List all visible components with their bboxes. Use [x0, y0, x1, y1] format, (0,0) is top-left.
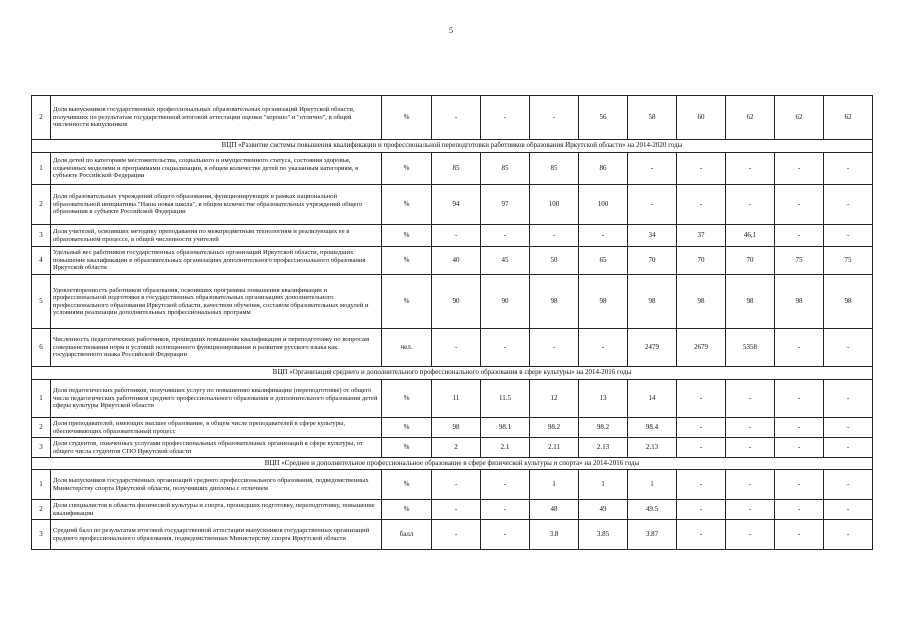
value-cell: -: [432, 470, 481, 500]
value-cell: -: [579, 329, 628, 367]
value-cell: 14: [628, 380, 677, 418]
value-cell: -: [775, 380, 824, 418]
value-cell: 86: [579, 153, 628, 185]
value-cell: 2479: [628, 329, 677, 367]
value-cell: 2.13: [579, 438, 628, 458]
value-cell: -: [824, 438, 873, 458]
value-cell: -: [481, 96, 530, 140]
value-cell: -: [677, 380, 726, 418]
value-cell: 98: [432, 418, 481, 438]
section-header-row: [32, 140, 873, 153]
value-cell: -: [775, 153, 824, 185]
table-row: [32, 153, 873, 185]
row-number-cell: 3: [32, 438, 51, 458]
value-cell: 62: [824, 96, 873, 140]
value-cell: 98.2: [530, 418, 579, 438]
value-cell: 3.87: [628, 520, 677, 550]
value-cell: 98: [726, 275, 775, 329]
section-header-row: [32, 458, 873, 470]
value-cell: -: [726, 153, 775, 185]
unit-cell: балл: [382, 520, 432, 550]
row-number-cell: 1: [32, 380, 51, 418]
value-cell: -: [677, 500, 726, 520]
value-cell: -: [628, 153, 677, 185]
value-cell: -: [775, 329, 824, 367]
value-cell: 34: [628, 225, 677, 247]
value-cell: -: [824, 153, 873, 185]
value-cell: -: [824, 470, 873, 500]
value-cell: -: [824, 520, 873, 550]
value-cell: 11.5: [481, 380, 530, 418]
value-cell: 3.85: [579, 520, 628, 550]
value-cell: -: [481, 225, 530, 247]
value-cell: 50: [530, 247, 579, 275]
value-cell: 2.13: [628, 438, 677, 458]
indicator-description-cell: Доля выпускников государственных организаций среднего профессионального образования, подведомственных Министерству спорта Иркутской области, получивших дипломы с отличием: [51, 470, 382, 500]
value-cell: -: [775, 520, 824, 550]
value-cell: 70: [726, 247, 775, 275]
value-cell: 46,1: [726, 225, 775, 247]
section-header-row: [32, 367, 873, 380]
row-number-cell: 2: [32, 185, 51, 225]
value-cell: -: [677, 418, 726, 438]
value-cell: -: [677, 520, 726, 550]
value-cell: -: [775, 185, 824, 225]
value-cell: 70: [628, 247, 677, 275]
value-cell: 90: [481, 275, 530, 329]
value-cell: 60: [677, 96, 726, 140]
indicator-description-cell: Удовлетворенность работников образования, освоивших программы повышения квалификации и профессиональной подготовки в государственных образовательных организациях дополнительного профессионального образования Иркутской области, качеством обучения, составом образовательных модулей и условиями реализации дополнительных профессиональных программ: [51, 275, 382, 329]
value-cell: 62: [726, 96, 775, 140]
value-cell: 65: [579, 247, 628, 275]
value-cell: 56: [579, 96, 628, 140]
row-number-cell: 2: [32, 500, 51, 520]
unit-cell: %: [382, 500, 432, 520]
value-cell: -: [432, 96, 481, 140]
page-number: 5: [449, 26, 453, 35]
table-row: [32, 185, 873, 225]
value-cell: 2.11: [530, 438, 579, 458]
indicator-description-cell: Доля педагогических работников, получивших услугу по повышению квалификации (переподготовке) от общего числа педагогических работников среднего профессионального образования и дополнительного образования детей сферы культуры Иркутской области: [51, 380, 382, 418]
value-cell: 58: [628, 96, 677, 140]
value-cell: -: [824, 380, 873, 418]
row-number-cell: 3: [32, 225, 51, 247]
indicator-description-cell: Доля преподавателей, имеющих высшее образование, в общем числе преподавателей в сфере культуры, обеспечивающих образовательный процесс: [51, 418, 382, 438]
row-number-cell: 2: [32, 96, 51, 140]
value-cell: -: [726, 438, 775, 458]
value-cell: -: [775, 438, 824, 458]
section-title: ВЦП «Развитие системы повышения квалификации и профессиональной переподготовки работников образования Иркутской области» на 2014-2020 годы: [32, 140, 873, 153]
value-cell: -: [677, 438, 726, 458]
value-cell: -: [677, 185, 726, 225]
value-cell: 98: [628, 275, 677, 329]
table-row: [32, 225, 873, 247]
indicator-description-cell: Доля образовательных учреждений общего образования, функционирующих в рамках национальной образовательной инициативы "Наша новая школа", в общем количестве образовательных учреждений общего образования в субъекте Российской Федерации: [51, 185, 382, 225]
value-cell: -: [677, 153, 726, 185]
value-cell: -: [481, 470, 530, 500]
value-cell: 98: [824, 275, 873, 329]
value-cell: 49.5: [628, 500, 677, 520]
value-cell: -: [824, 225, 873, 247]
value-cell: -: [432, 329, 481, 367]
value-cell: 5358: [726, 329, 775, 367]
unit-cell: %: [382, 380, 432, 418]
unit-cell: %: [382, 470, 432, 500]
value-cell: 49: [579, 500, 628, 520]
value-cell: 1: [530, 470, 579, 500]
value-cell: 75: [824, 247, 873, 275]
indicator-description-cell: Численность педагогических работников, прошедших повышение квалификации и переподготовку по вопросам совершенствования норм и условий полноценного функционирования и развития русского языка как государственного языка Российской Федерации: [51, 329, 382, 367]
value-cell: 90: [432, 275, 481, 329]
value-cell: -: [726, 380, 775, 418]
value-cell: -: [726, 500, 775, 520]
value-cell: 13: [579, 380, 628, 418]
unit-cell: %: [382, 275, 432, 329]
unit-cell: %: [382, 153, 432, 185]
value-cell: -: [726, 185, 775, 225]
unit-cell: %: [382, 438, 432, 458]
unit-cell: %: [382, 185, 432, 225]
table-row: [32, 418, 873, 438]
value-cell: -: [775, 225, 824, 247]
value-cell: 98: [677, 275, 726, 329]
table-row: [32, 275, 873, 329]
value-cell: -: [628, 185, 677, 225]
unit-cell: чел.: [382, 329, 432, 367]
value-cell: -: [726, 520, 775, 550]
value-cell: 11: [432, 380, 481, 418]
value-cell: 98: [579, 275, 628, 329]
value-cell: 12: [530, 380, 579, 418]
table-row: [32, 329, 873, 367]
value-cell: -: [726, 418, 775, 438]
value-cell: 98: [530, 275, 579, 329]
value-cell: -: [481, 329, 530, 367]
value-cell: 2: [432, 438, 481, 458]
unit-cell: %: [382, 247, 432, 275]
value-cell: 1: [579, 470, 628, 500]
value-cell: 85: [530, 153, 579, 185]
value-cell: 2679: [677, 329, 726, 367]
value-cell: 45: [481, 247, 530, 275]
value-cell: 98.2: [579, 418, 628, 438]
indicator-description-cell: Средний балл по результатам итоговой государственной аттестации выпускников государственных организаций среднего профессионального образования, подведомственных Министерству спорта Иркутской области: [51, 520, 382, 550]
value-cell: -: [677, 470, 726, 500]
indicator-description-cell: Доля выпускников государственных профессиональных образовательных организаций Иркутской области, получивших по результатам государственной итоговой аттестации оценки "хорошо" и "отлично", в общей численности выпускников: [51, 96, 382, 140]
unit-cell: %: [382, 418, 432, 438]
value-cell: 37: [677, 225, 726, 247]
value-cell: -: [432, 520, 481, 550]
indicator-description-cell: Доля детей по категориям местожительства, социального и имущественного статуса, состояния здоровья, охваченных моделями и программами социализации, в общем количестве детей по указанным категориям, в субъекте Российской Федерации: [51, 153, 382, 185]
value-cell: 98.4: [628, 418, 677, 438]
value-cell: 3.8: [530, 520, 579, 550]
table-row: [32, 96, 873, 140]
value-cell: 94: [432, 185, 481, 225]
value-cell: -: [481, 520, 530, 550]
table-row: [32, 520, 873, 550]
value-cell: 85: [432, 153, 481, 185]
unit-cell: %: [382, 96, 432, 140]
table-row: [32, 470, 873, 500]
table-row: [32, 438, 873, 458]
value-cell: -: [824, 185, 873, 225]
unit-cell: %: [382, 225, 432, 247]
indicator-description-cell: Доля учителей, освоивших методику преподавания по межпредметным технологиям и реализующих ее в образовательном процессе, в общей численности учителей: [51, 225, 382, 247]
value-cell: 100: [530, 185, 579, 225]
section-title: ВЦП «Организация среднего и дополнительного профессионального образования в сфере культуры» на 2014-2016 годы: [32, 367, 873, 380]
value-cell: -: [579, 225, 628, 247]
row-number-cell: 4: [32, 247, 51, 275]
value-cell: -: [530, 225, 579, 247]
indicators-table: [31, 95, 873, 550]
table-row: [32, 380, 873, 418]
value-cell: -: [432, 225, 481, 247]
value-cell: 62: [775, 96, 824, 140]
section-title: ВЦП «Среднее и дополнительное профессиональное образование в сфере физической культуры и спорта» на 2014-2016 годы: [32, 458, 873, 470]
row-number-cell: 1: [32, 470, 51, 500]
value-cell: 48: [530, 500, 579, 520]
value-cell: 98.1: [481, 418, 530, 438]
value-cell: -: [775, 470, 824, 500]
value-cell: 100: [579, 185, 628, 225]
indicator-description-cell: Удельный вес работников государственных образовательных организаций Иркутской области, прошедших повышение квалификации в образовательных организациях дополнительного профессионального образования Иркутской области: [51, 247, 382, 275]
value-cell: -: [530, 96, 579, 140]
table-row: [32, 247, 873, 275]
value-cell: -: [824, 500, 873, 520]
row-number-cell: 6: [32, 329, 51, 367]
value-cell: 98: [775, 275, 824, 329]
row-number-cell: 3: [32, 520, 51, 550]
value-cell: 1: [628, 470, 677, 500]
value-cell: -: [775, 500, 824, 520]
value-cell: 97: [481, 185, 530, 225]
value-cell: -: [481, 500, 530, 520]
indicator-description-cell: Доля студентов, охваченных услугами профессиональных образовательных организаций в сфере культуры, от общего числа студентов СПО Иркутской области: [51, 438, 382, 458]
row-number-cell: 1: [32, 153, 51, 185]
value-cell: 75: [775, 247, 824, 275]
value-cell: 70: [677, 247, 726, 275]
indicator-description-cell: Доля специалистов в области физической культуры и спорта, прошедших подготовку, переподготовку, повышение квалификации: [51, 500, 382, 520]
table-row: [32, 500, 873, 520]
value-cell: 40: [432, 247, 481, 275]
value-cell: -: [824, 418, 873, 438]
value-cell: -: [530, 329, 579, 367]
row-number-cell: 2: [32, 418, 51, 438]
value-cell: -: [824, 329, 873, 367]
row-number-cell: 5: [32, 275, 51, 329]
value-cell: -: [726, 470, 775, 500]
value-cell: -: [775, 418, 824, 438]
value-cell: 2.1: [481, 438, 530, 458]
value-cell: -: [432, 500, 481, 520]
value-cell: 85: [481, 153, 530, 185]
